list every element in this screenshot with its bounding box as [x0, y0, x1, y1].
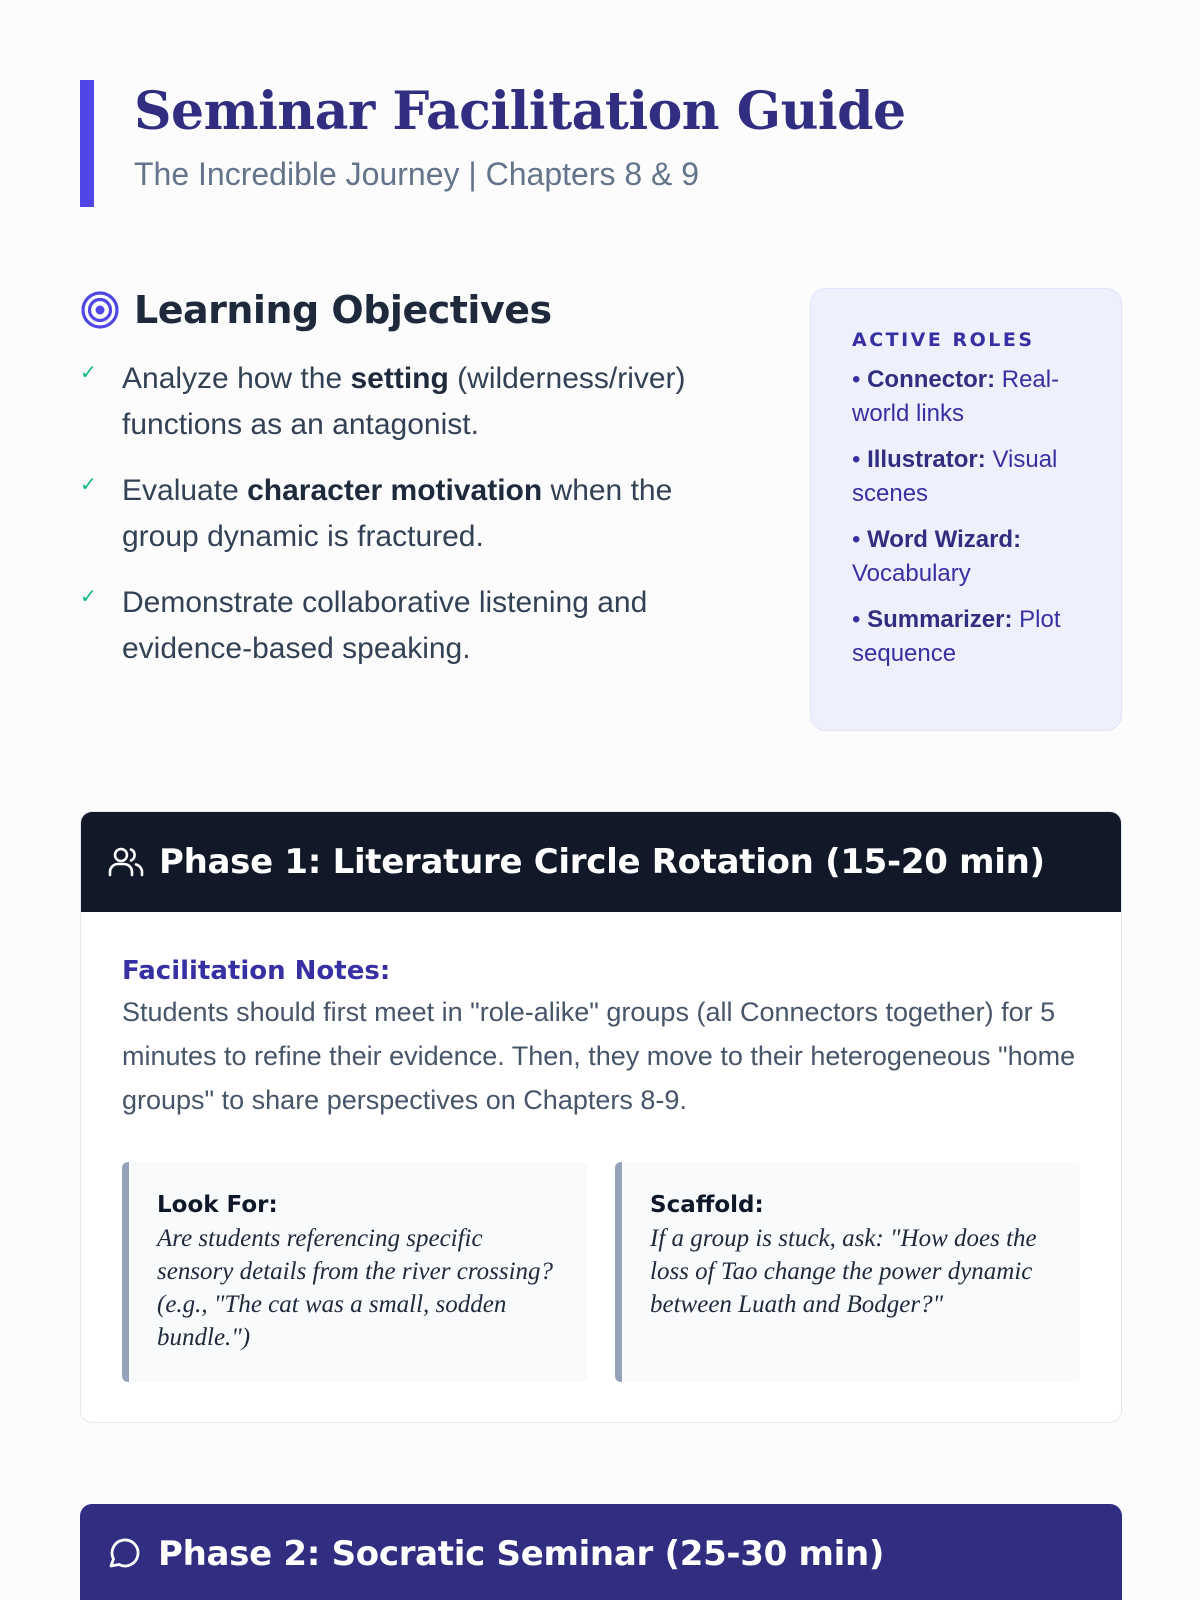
page-title: Seminar Facilitation Guide: [134, 81, 906, 142]
active-roles-card: [810, 288, 1122, 731]
chat-bubble-icon: [106, 1535, 144, 1573]
facilitation-notes-label: Facilitation Notes:: [122, 956, 391, 986]
page-subtitle: The Incredible Journey | Chapters 8 & 9: [134, 156, 700, 192]
objective-item: [80, 356, 740, 448]
role-item-illustrator: • Illustrator: Visual scenes: [852, 446, 1058, 507]
objective-item: [80, 468, 740, 560]
learning-objectives-section: [80, 288, 740, 692]
phase-1-tips: [122, 1162, 1080, 1382]
target-icon: [80, 290, 120, 330]
phase-2-card: [80, 1504, 1122, 1600]
objective-text: Demonstrate collaborative listening and evidence-based speaking.: [122, 586, 648, 665]
check-icon: ✓: [80, 360, 97, 384]
phase-1-header: [81, 812, 1121, 912]
objectives-heading: [80, 288, 740, 332]
objective-item: [80, 580, 740, 672]
role-item-connector: • Connector: Real-world links: [852, 366, 1060, 427]
look-for-text: Are students referencing specific sensory details from the river crossing? (e.g., "The cat was a small, sodden bundle."): [157, 1225, 554, 1351]
role-item-summarizer: • Summarizer: Plot sequence: [852, 606, 1061, 667]
look-for-label: Look For:: [157, 1192, 278, 1218]
facilitation-notes-text: Students should first meet in "role-alike" groups (all Connectors together) for 5 minutes to refine their evidence. Then, they move to their heterogeneous "home groups" to share perspectives on Chapters 8-9.: [122, 997, 1076, 1115]
active-roles-label: ACTIVE ROLES: [852, 329, 1035, 351]
scaffold-box: [615, 1162, 1080, 1382]
users-icon: [107, 843, 145, 881]
phase-1-body: [81, 912, 1121, 1382]
check-icon: ✓: [80, 472, 97, 496]
phase-2-title: Phase 2: Socratic Seminar (25-30 min): [158, 1534, 885, 1574]
phase-1-title: Phase 1: Literature Circle Rotation (15-20 min): [159, 842, 1045, 882]
check-icon: ✓: [80, 584, 97, 608]
objective-text: Analyze how the setting (wilderness/river) functions as an antagonist.: [122, 362, 686, 441]
phase-2-header: [80, 1504, 1122, 1600]
look-for-box: [122, 1162, 587, 1382]
scaffold-text: If a group is stuck, ask: "How does the loss of Tao change the power dynamic between Luath and Bodger?": [650, 1225, 1037, 1318]
objectives-title: Learning Objectives: [134, 288, 552, 332]
phase-1-card: [80, 811, 1122, 1423]
role-item-word-wizard: • Word Wizard: Vocabulary: [852, 526, 1022, 587]
objectives-list: [80, 356, 740, 672]
objective-text: Evaluate character motivation when the group dynamic is fractured.: [122, 474, 673, 553]
page-header: [80, 80, 906, 207]
scaffold-label: Scaffold:: [650, 1192, 764, 1218]
